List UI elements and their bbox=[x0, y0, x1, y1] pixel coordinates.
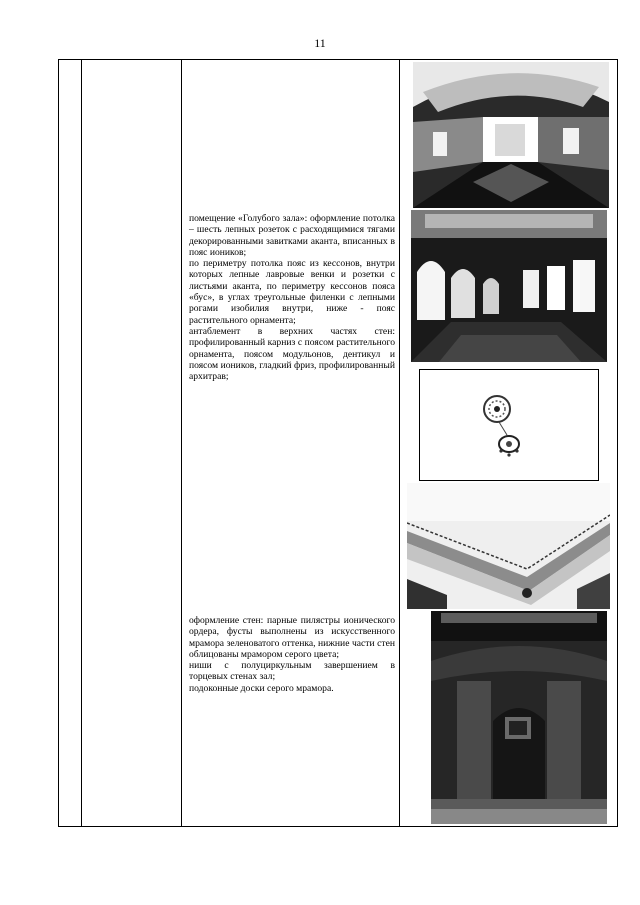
hall-arches-photo bbox=[411, 210, 607, 362]
walls-description bbox=[189, 615, 395, 694]
corridor-photo bbox=[413, 62, 609, 208]
document-table bbox=[58, 59, 618, 827]
paragraph: помещение «Голубого зала»: оформление потолка – шесть лепных розеток с расходящимися тягами декорированными завитками аканта, вписанных в пояс иоников; bbox=[189, 213, 395, 258]
paragraph: подоконные доски серого мрамора. bbox=[189, 682, 334, 694]
blue-hall-ceiling-description bbox=[189, 213, 395, 382]
paragraph: антаблемент в верхних частях стен: профилированный карниз с поясом растительного орнамента, поясом модульонов, дентикул и поясом иоников, гладкий фриз, профилированный архитрав; bbox=[189, 325, 395, 383]
column-divider bbox=[81, 60, 82, 826]
paragraph: по периметру потолка пояс из кессонов, внутри которых лепные лавровые венки и розетки с листьями аканта, по периметру кессонов пояса «бус», в углах треугольные филенки с лепными рогами изобилия внутри, ниже - пояс растительного орнамента; bbox=[189, 258, 395, 326]
page-number: 11 bbox=[314, 36, 326, 50]
paragraph: ниши с полуциркульным завершением в торцевых стенах зал; bbox=[189, 660, 395, 683]
ceiling-cornice-photo bbox=[407, 483, 610, 609]
paragraph: оформление стен: парные пилястры ионического ордера, фусты выполнены из искусственного мрамора зеленоватого оттенка, нижние части стен облицованы мрамором серого цвета; bbox=[189, 615, 395, 660]
wall-niche-photo bbox=[431, 611, 607, 824]
ceiling-rosette-photo bbox=[419, 369, 599, 481]
column-divider bbox=[181, 60, 182, 826]
column-divider bbox=[399, 60, 400, 826]
